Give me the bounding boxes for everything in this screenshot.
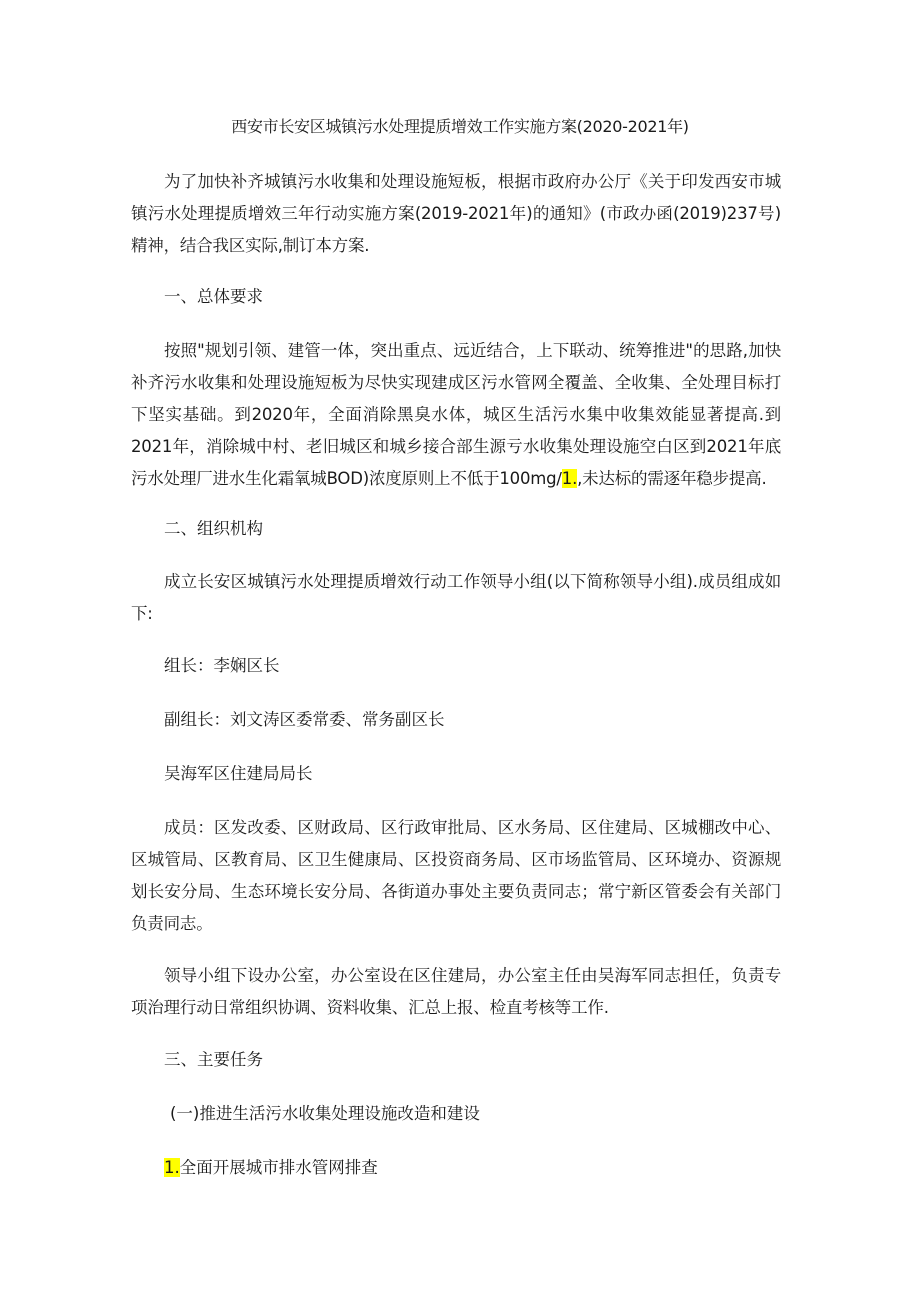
task-item-1 bbox=[164, 1152, 378, 1184]
general-requirements-text-end: ,未达标的需逐年稳步提高. bbox=[577, 469, 767, 488]
office-paragraph: 领导小组下设办公室，办公室设在区住建局，办公室主任由吴海军同志担任，负责专项治理行动日常组织协调、资料收集、汇总上报、检直考核等工作. bbox=[131, 966, 781, 1017]
deputy-leader-line-2: 吴海军区住建局局长 bbox=[164, 764, 313, 783]
general-requirements-paragraph bbox=[131, 335, 781, 495]
section-heading-organization: 二、组织机构 bbox=[164, 519, 263, 538]
section-heading-general-requirements: 一、总体要求 bbox=[164, 287, 263, 306]
leader-line: 组长：李娴区长 bbox=[164, 656, 280, 675]
task-item-number: 1. bbox=[164, 1158, 180, 1177]
task-item-text: 全面开展城市排水管网排查 bbox=[179, 1158, 378, 1177]
general-requirements-text: 按照"规划引领、建管一体，突出重点、远近结合，上下联动、统筹推进"的思路,加快补齐污水收集和处理设施短板为尽快实现建成区污水管网全覆盖、全收集、全处理目标打下坚实基础。到2020年，全面消除黑臭水体，城区生活污水集中收集效能显著提高.到2021年，消除城中村、老旧城区和城乡接合部生源亏水收集处理设施空白区到2021年底污水处理厂进水生化霜氧城BOD)浓度原则上不低于100mg∕ bbox=[131, 341, 781, 488]
subsection-heading-1: (一)推进生活污水收集处理设施改造和建设 bbox=[170, 1104, 480, 1123]
section-heading-main-tasks: 三、主要任务 bbox=[164, 1050, 263, 1069]
deputy-leader-line: 副组长：刘文涛区委常委、常务副区长 bbox=[164, 710, 445, 729]
organization-intro-paragraph: 成立长安区城镇污水处理提质增效行动工作领导小组(以下简称领导小组).成员组成如下: bbox=[131, 572, 781, 623]
highlighted-text: 1. bbox=[561, 469, 578, 488]
members-paragraph: 成员：区发改委、区财政局、区行政审批局、区水务局、区住建局、区城棚改中心、区城管局、区教育局、区卫生健康局、区投资商务局、区市场监管局、区环境办、资源规划长安分局、生态环境长安分局、各街道办事处主要负责同志；常宁新区管委会有关部门负责同志。 bbox=[131, 818, 781, 933]
document-title: 西安市长安区城镇污水处理提质增效工作实施方案(2020-2021年) bbox=[231, 117, 689, 136]
intro-paragraph: 为了加快补齐城镇污水收集和处理设施短板，根据市政府办公厅《关于印发西安市城镇污水处理提质增效三年行动实施方案(2019-2021年)的通知》(市政办函(2019)237号)精神，结合我区实际,制订本方案. bbox=[131, 172, 781, 255]
